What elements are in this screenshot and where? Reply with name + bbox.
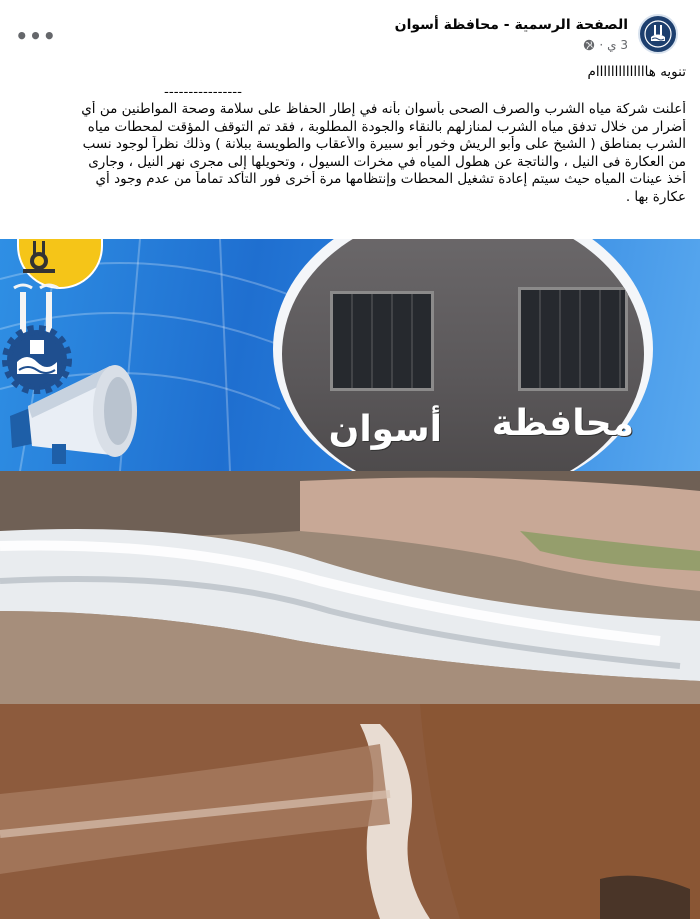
post-body-line: الشرب بمناطق ( الشيخ على وأبو الريش وخور أبو سبيرة والأعقاب والطويسة ببلانة ) وذلك نظراً لوجود نسب — [82, 136, 686, 152]
banner-title-muhafaza: محافظة — [491, 403, 634, 444]
muddy-water-illustration — [0, 704, 700, 919]
more-options-button[interactable]: ••• — [15, 24, 57, 48]
post-text — [12, 64, 686, 206]
banner-title-aswan: أسوان — [328, 409, 442, 450]
post-title: تنويه هاااااااااااااام — [587, 64, 686, 80]
post-meta: 3 ي · — [583, 38, 628, 52]
post-header — [0, 0, 700, 60]
post-body-line: أعلنت شركة مياه الشرب والصرف الصحى بأسوان بأنه في إطار الحفاظ على سلامة وصحة المواطنين من أي — [81, 101, 686, 117]
post-body-line: أخذ عينات المياه حيث سيتم إعادة تشغيل المحطات وإنتظامها مرة أخرى فور التأكد تماماً من عدم وجود أي — [95, 171, 686, 187]
post-timestamp[interactable]: 3 ي — [607, 38, 628, 52]
flood-water-photo-1[interactable] — [0, 471, 700, 704]
governorate-emblem-icon — [0, 282, 74, 394]
post-body-line: أضرار من خلال تدفق مياه الشرب لمنازلهم بالنقاء والجودة المطلوبة ، فقد تم التوقف المؤقت لمحطات مياه — [87, 118, 686, 135]
flood-water-photo-2[interactable] — [0, 704, 700, 919]
post-body-line: من العكارة فى النيل ، والناتجة عن هطول المياه في مخرات السيول ، وتحويلها إلى مجرى نهر النيل ، وجارى — [88, 153, 686, 170]
globe-icon — [583, 39, 595, 51]
governorate-emblem-icon — [643, 19, 673, 49]
announcement-banner-image[interactable] — [0, 239, 700, 471]
emblem-icon — [19, 239, 59, 275]
post-body-line: عكارة بها . — [625, 188, 686, 205]
page-avatar[interactable] — [638, 14, 678, 54]
page-name-link[interactable]: الصفحة الرسمية - محافظة أسوان — [394, 17, 628, 33]
text-separator: ---------------- — [164, 83, 242, 100]
water-stream-illustration — [0, 471, 700, 704]
